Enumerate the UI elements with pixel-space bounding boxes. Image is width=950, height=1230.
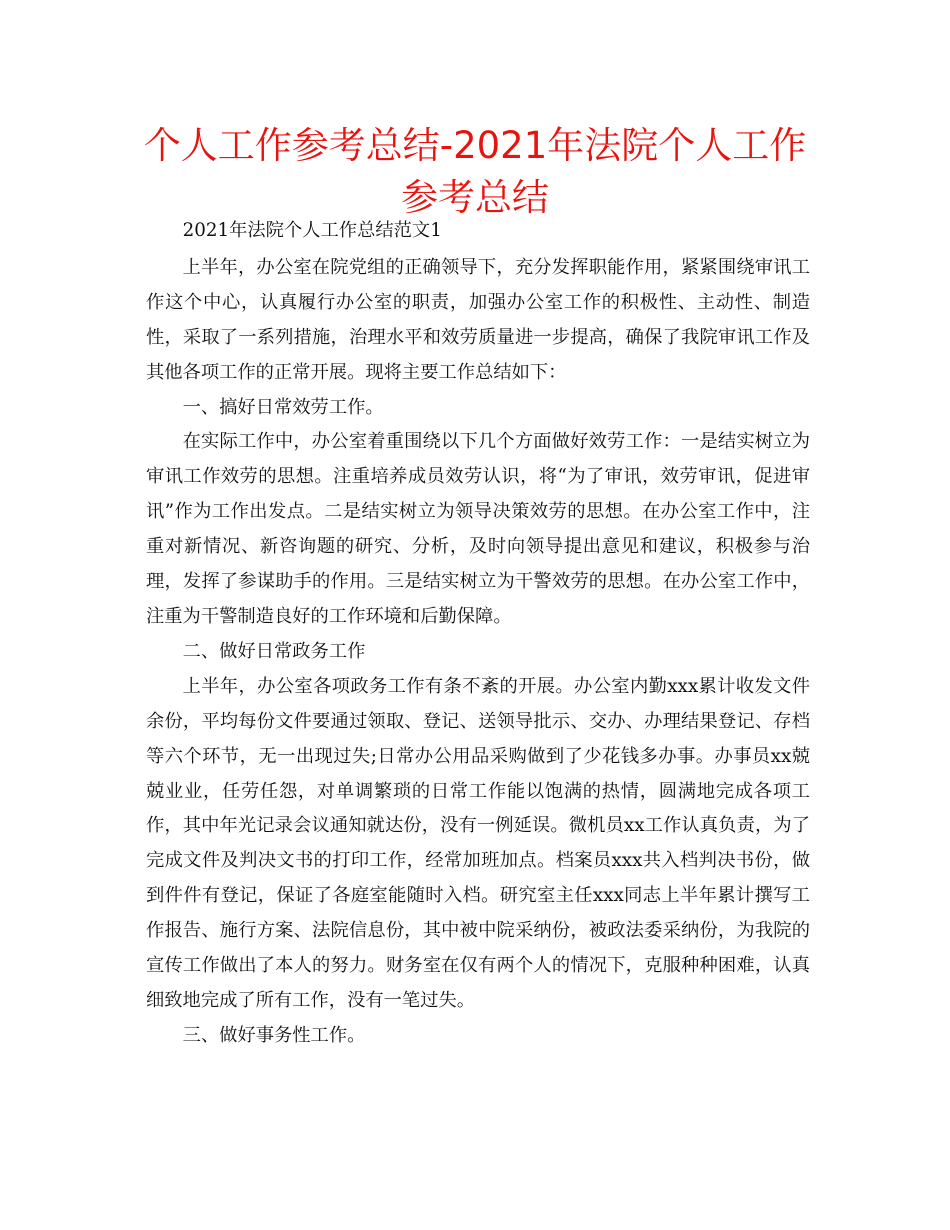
document-subtitle: 2021年法院个人工作总结范文1	[182, 220, 442, 241]
section-heading-2: 二、做好日常政务工作	[182, 640, 366, 662]
section-heading-3: 三、做好事务性工作。	[182, 1024, 366, 1046]
document-title: 个人工作参考总结-2021年法院个人工作参考总结	[143, 124, 807, 219]
section-heading-1: 一、搞好日常效劳工作。	[182, 396, 384, 418]
paragraph-service-work: 在实际工作中，办公室着重围绕以下几个方面做好效劳工作：一是结实树立为审讯工作效劳的思想。注重培养成员效劳认识，将“为了审讯，效劳审讯，促进审讯”作为工作出发点。二是结实树立为领导决策效劳的思想。在办公室工作中，注重对新情况、新咨询题的研究、分析，及时向领导提出意见和建议，积极参与治理，发挥了参谋助手的作用。三是结实树立为干警效劳的思想。在办公室工作中，注重为干警制造良好的工作环境和后勤保障。	[146, 431, 810, 627]
document-body	[146, 214, 810, 1054]
paragraph-government-affairs: 上半年，办公室各项政务工作有条不紊的开展。办公室内勤xxx累计收发文件余份，平均每份文件要通过领取、登记、送领导批示、交办、办理结果登记、存档等六个环节，无一出现过失;日常办公用品采购做到了少花钱多办事。办事员xx兢兢业业，任劳任怨，对单调繁琐的日常工作能以饱满的热情，圆满地完成各项工作，其中年光记录会议通知就达份，没有一例延误。微机员xx工作认真负责，为了完成文件及判决文书的打印工作，经常加班加点。档案员xxx共入档判决书份，做到件件有登记，保证了各庭室能随时入档。研究室主任xxx同志上半年累计撰写工作报告、施行方案、法院信息份，其中被中院采纳份，被政法委采纳份，为我院的宣传工作做出了本人的努力。财务室在仅有两个人的情况下，克服种种困难，认真细致地完成了所有工作，没有一笔过失。	[146, 675, 810, 1011]
paragraph-intro: 上半年，办公室在院党组的正确领导下，充分发挥职能作用，紧紧围绕审讯工作这个中心，认真履行办公室的职责，加强办公室工作的积极性、主动性、制造性，采取了一系列措施，治理水平和效劳质量进一步提高，确保了我院审讯工作及其他各项工作的正常开展。现将主要工作总结如下：	[146, 256, 810, 383]
